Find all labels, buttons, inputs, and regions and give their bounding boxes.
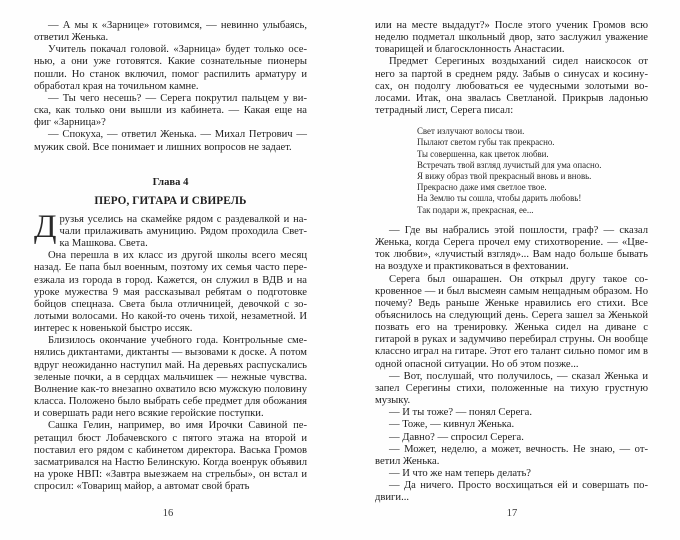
dialogue-line: — И что же нам теперь делать? bbox=[389, 468, 532, 479]
poem-line: Пылают светом губы так прекрасно. bbox=[417, 137, 555, 148]
page-number: 16 bbox=[162, 508, 174, 519]
continued-paragraph: или на месте выдадут?» После этого ученик Громов всю неделю подметал школьный двор, зато заслужил уважение товарищей и благосклонность Анастасии. bbox=[375, 20, 648, 56]
poem-line: Я вижу образ твой прекрасный вновь и вновь. bbox=[417, 171, 592, 182]
drop-cap: Д bbox=[34, 208, 57, 245]
chapter-title: ПЕРО, ГИТАРА И СВИРЕЛЬ bbox=[94, 194, 247, 207]
paragraph: Сашка Гелин, например, во имя Ирочки Савиной перетащил бюст Лобачевского с пятого этажа на второй и поставил его рядом с кабинетом директора. Васька Громов засматривался на Настю Белинскую. Когда военрук объявил на уроке НВП: «Завтра выезжаем на стрельбы», он встал и спросил: «Товарищ майор, а автомат свой брать bbox=[34, 420, 307, 493]
dialogue-line: — Тоже, — кивнул Женька. bbox=[389, 419, 515, 431]
opening-paragraph-text: рузья уселись на скамейке рядом с раздевалкой и начали прилаживать амуницию. Рядом проходила Светка Машкова. Света. bbox=[59, 213, 307, 250]
dialogue-line: — Давно? — спросил Серега. bbox=[389, 431, 524, 443]
paragraph: Серега был ошарашен. Он открыл другу такое сокровенное — и был высмеян самым нещадным образом. Но почему? Ведь раньше Женьке нравились его стихи. Все объяснилось на следующий день. Серега зашел за Женькой позвать его на тренировку. Женька сидел на диване с гитарой в руках и задумчиво перебирал струны. Он вообще классно играл на гитаре. Этот его талант сильно помог им в одной опасной ситуации. Но об этом позже... bbox=[375, 273, 648, 370]
paragraph: Она перешла в их класс из другой школы всего месяц назад. Ее папа был военным, поэтому их семья часто переезжала из города в город. Кажется, он служил в ВДВ и на уроке мужества 9 мая рассказывал ребятам о подготовке бойцов спецназа. Света была отличницей, девочкой с золотыми волосами. Но какой-то очень тихой, незаметной. И интерес к новенькой быстро иссяк. bbox=[34, 250, 307, 335]
poem-line: Встречать твой взгляд лучистый для ума опасно. bbox=[417, 159, 602, 170]
poem-line: Прекрасно даже имя светлое твое. bbox=[417, 182, 547, 193]
paragraph: Предмет Серегиных воздыханий сидел наискосок от него за партой в среднем ряду. Забыв о синусах и косинусах, он подолгу любоваться ее чудесными золотыми волосами. Итак, она звалась Светланой. Прикрыв ладонью тетрадный лист, Серега писал: bbox=[375, 56, 648, 117]
paragraph: — Вот, послушай, что получилось, — сказал Женька и запел Серегины стихи, положенные на тихую грустную музыку. bbox=[375, 370, 648, 407]
page-number: 17 bbox=[506, 508, 518, 519]
opening-paragraph bbox=[34, 208, 307, 250]
poem bbox=[417, 126, 648, 216]
paragraph: — Ты чего несешь? — Серега покрутил пальцем у виска, как только они вышли из кабинета. — Какая еще на фиг «Зарница»? bbox=[34, 92, 307, 129]
right-page-text bbox=[375, 20, 648, 504]
paragraph: — А мы к «Зарнице» готовимся, — невинно улыбаясь, ответил Женька. bbox=[34, 20, 307, 44]
dialogue-line: — И ты тоже? — понял Серега. bbox=[389, 407, 532, 419]
paragraph: — Спокуха, — ответил Женька. — Михал Петрович — мужик свой. Все понимает и лишних вопросов не задает. bbox=[34, 129, 307, 153]
chapter-number: Глава 4 bbox=[152, 176, 189, 188]
left-page-text bbox=[34, 20, 307, 493]
chapter-heading bbox=[34, 176, 307, 208]
poem-line: Свет излучают волосы твои. bbox=[417, 126, 525, 137]
dialogue-line: — Может, неделю, а может, вечность. Не знаю, — ответил Женька. bbox=[375, 443, 648, 467]
dialogue-line: — Да ничего. Просто восхищаться ей и совершать подвиги... bbox=[375, 480, 648, 504]
paragraph: Учитель покачал головой. «Зарница» будет только осенью, а они уже готовятся. Какие сознательные пионеры пошли. Но станок включил, помог распилить арматуру и обработал края на точильном камне. bbox=[34, 44, 307, 92]
poem-line: На Землю ты сошла, чтобы дарить любовь! bbox=[417, 193, 582, 204]
paragraph: — Где вы набрались этой пошлости, граф? — сказал Женька, когда Серега прочел ему стихотворение. — «Цветок любви», «лучистый взгляд»... Вам надо больше бывать на воздухе и практиковаться в фехтовании. bbox=[375, 224, 648, 273]
right-page bbox=[340, 0, 680, 540]
paragraph: Близилось окончание учебного года. Контрольные сменялись диктантами, диктанты — вызовами к доске. А потом вдруг неожиданно наступил май. На деревьях распускались зеленые почки, а в сердцах мальчишек — нежные чувства. Волнение как-то внезапно охватило всю мужскую половину класса. Положено было выбрать себе предмет для обожания и совершать ради него всякие геройские поступки. bbox=[34, 335, 307, 420]
poem-line: Ты совершенна, как цветок любви. bbox=[417, 148, 549, 159]
poem-line: Так подари ж, прекрасная, ее... bbox=[417, 204, 534, 215]
